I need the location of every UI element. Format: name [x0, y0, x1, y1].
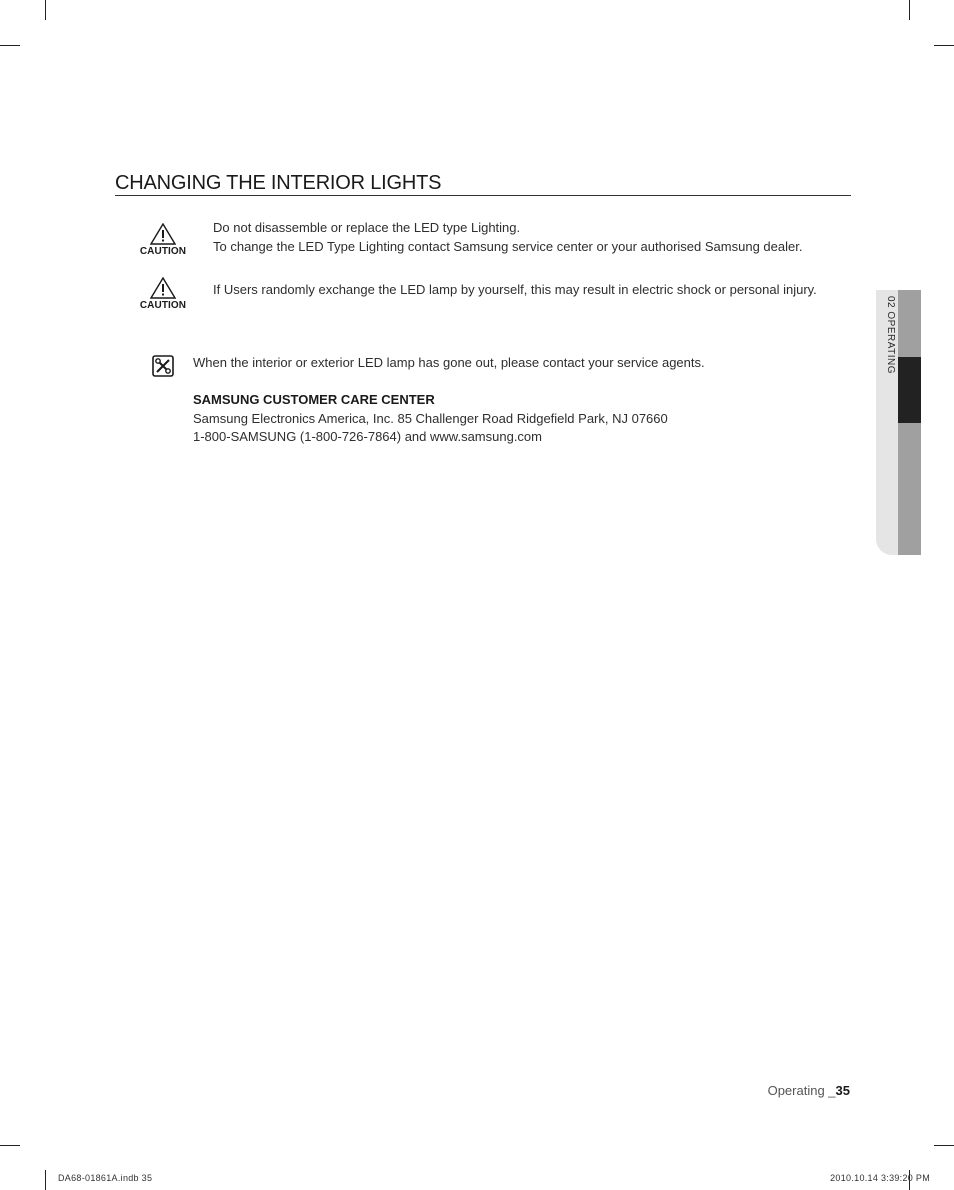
title-divider [115, 195, 851, 196]
caution-block-1 [134, 223, 192, 263]
crop-mark [0, 1145, 20, 1146]
slug-timestamp: 2010.10.14 3:39:20 PM [830, 1173, 930, 1183]
caution-triangle-icon [150, 277, 176, 299]
crop-mark [45, 0, 46, 20]
crop-mark [934, 1145, 954, 1146]
customer-care-contact: 1-800-SAMSUNG (1-800-726-7864) and www.samsung.com [193, 429, 542, 444]
note-tools-icon [152, 355, 174, 377]
crop-mark [0, 45, 20, 46]
crop-mark [934, 45, 954, 46]
crop-mark [909, 0, 910, 20]
caution-label: CAUTION [139, 300, 187, 311]
caution-1-line-1: Do not disassemble or replace the LED type Lighting. [213, 220, 521, 235]
page-number: 35 [835, 1083, 850, 1098]
caution-1-line-2: To change the LED Type Lighting contact Samsung service center or your authorised Samsung dealer. [213, 239, 803, 254]
note-text: When the interior or exterior LED lamp has gone out, please contact your service agents. [193, 355, 705, 370]
caution-block-2 [134, 277, 192, 317]
caution-2-line-1: If Users randomly exchange the LED lamp by yourself, this may result in electric shock or personal injury. [213, 282, 817, 297]
slug-file: DA68-01861A.indb 35 [58, 1173, 153, 1183]
chapter-tab-marker [898, 357, 921, 423]
caution-label: CAUTION [139, 246, 187, 257]
chapter-tab-label: 02 OPERATING [885, 296, 896, 375]
footer-section: Operating _ [767, 1083, 836, 1098]
customer-care-address: Samsung Electronics America, Inc. 85 Challenger Road Ridgefield Park, NJ 07660 [193, 411, 668, 426]
page-footer [768, 1083, 850, 1098]
customer-care-heading: SAMSUNG CUSTOMER CARE CENTER [193, 392, 435, 407]
caution-triangle-icon [150, 223, 176, 245]
crop-mark [45, 1170, 46, 1190]
page-title: CHANGING THE INTERIOR LIGHTS [115, 172, 442, 194]
